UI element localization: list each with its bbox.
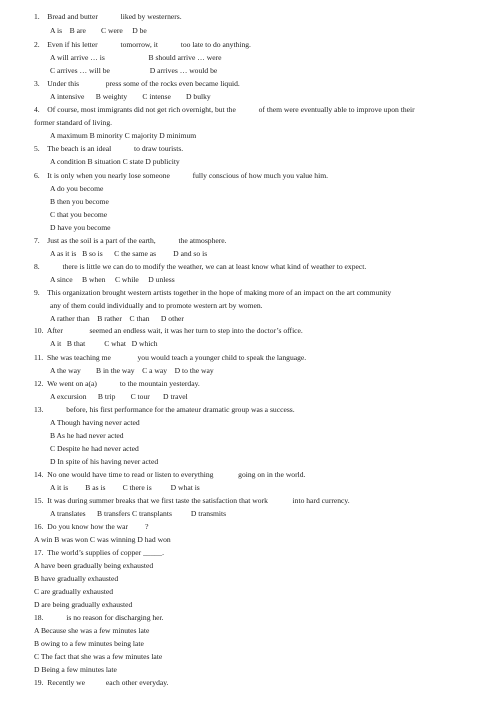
text-line: D In spite of his having never acted — [50, 457, 159, 466]
text-line: 19. Recently we each other everyday. — [34, 678, 169, 687]
text-line: 3. Under this press some of the rocks even became liquid. — [34, 79, 240, 88]
text-line: A condition B situation C state D publicity — [50, 157, 180, 166]
text-line: D are being gradually exhausted — [34, 600, 133, 609]
text-line: A is B are C were D be — [50, 26, 147, 35]
text-line: 16. Do you know how the war ? — [34, 522, 149, 531]
text-line: A have been gradually being exhausted — [34, 561, 154, 570]
text-line: B owing to a few minutes being late — [34, 639, 144, 648]
text-line: D Being a few minutes late — [34, 665, 117, 674]
text-line: A do you become — [50, 184, 104, 193]
text-line: 6. It is only when you nearly lose someone fully conscious of how much you value him. — [34, 171, 329, 180]
text-line: 2. Even if his letter tomorrow, it too late to do anything. — [34, 40, 251, 49]
text-line: A the way B in the way C a way D to the way — [50, 366, 214, 375]
text-line: 17. The world’s supplies of copper _____. — [34, 548, 164, 557]
text-line: any of them could individually and to promote western art by women. — [50, 301, 263, 310]
text-line: A since B when C while D unless — [50, 275, 175, 284]
text-line: A it is B as is C there is D what is — [50, 483, 200, 492]
text-line: A intensive B weighty C intense D bulky — [50, 92, 211, 101]
text-line: 9. This organization brought western artists together in the hope of making more of an impact on the art community — [34, 288, 392, 297]
text-line: 14. No one would have time to read or listen to everything going on in the world. — [34, 470, 306, 479]
text-line: A win B was won C was winning D had won — [34, 535, 171, 544]
text-line: 11. She was teaching me you would teach a younger child to speak the language. — [34, 353, 307, 362]
text-line: 18. is no reason for discharging her. — [34, 613, 164, 622]
text-line: C arrives … will be D arrives … would be — [50, 66, 218, 75]
text-line: A rather than B rather C than D other — [50, 314, 184, 323]
text-line: 7. Just as the soil is a part of the earth, the atmosphere. — [34, 236, 227, 245]
text-line: A translates B transfers C transplants D transmits — [50, 509, 227, 518]
text-line: C that you become — [50, 210, 108, 219]
text-line: A it B that C what D which — [50, 339, 158, 348]
text-line: 8. there is little we can do to modify the weather, we can at least know what kind of weather to expect. — [34, 262, 367, 271]
text-line: 5. The beach is an ideal to draw tourists. — [34, 144, 184, 153]
text-line: B then you become — [50, 197, 109, 206]
text-line: C Despite he had never acted — [50, 444, 139, 453]
text-line: 1. Bread and butter liked by westerners. — [34, 12, 182, 21]
text-line: 4. Of course, most immigrants did not get rich overnight, but the of them were eventually able to improve upon their — [34, 105, 415, 114]
text-line: A will arrive … is B should arrive … were — [50, 53, 222, 62]
text-line: B have gradually exhausted — [34, 574, 119, 583]
text-line: former standard of living. — [34, 118, 113, 127]
text-line: 13. before, his first performance for the amateur dramatic group was a success. — [34, 405, 295, 414]
text-line: A excursion B trip C tour D travel — [50, 392, 188, 401]
text-line: A as it is B so is C the same as D and so is — [50, 249, 208, 258]
text-line: A Because she was a few minutes late — [34, 626, 150, 635]
text-line: 15. It was during summer breaks that we first taste the satisfaction that work into hard currency. — [34, 496, 350, 505]
text-line: C The fact that she was a few minutes late — [34, 652, 163, 661]
text-line: 10. After seemed an endless wait, it was her turn to step into the doctor’s office. — [34, 326, 303, 335]
text-line: D have you become — [50, 223, 111, 232]
text-line: 12. We went on a(a) to the mountain yesterday. — [34, 379, 200, 388]
text-line: C are gradually exhausted — [34, 587, 114, 596]
text-line: A maximum B minority C majority D minimum — [50, 131, 197, 140]
text-line: A Though having never acted — [50, 418, 140, 427]
text-line: B As he had never acted — [50, 431, 124, 440]
